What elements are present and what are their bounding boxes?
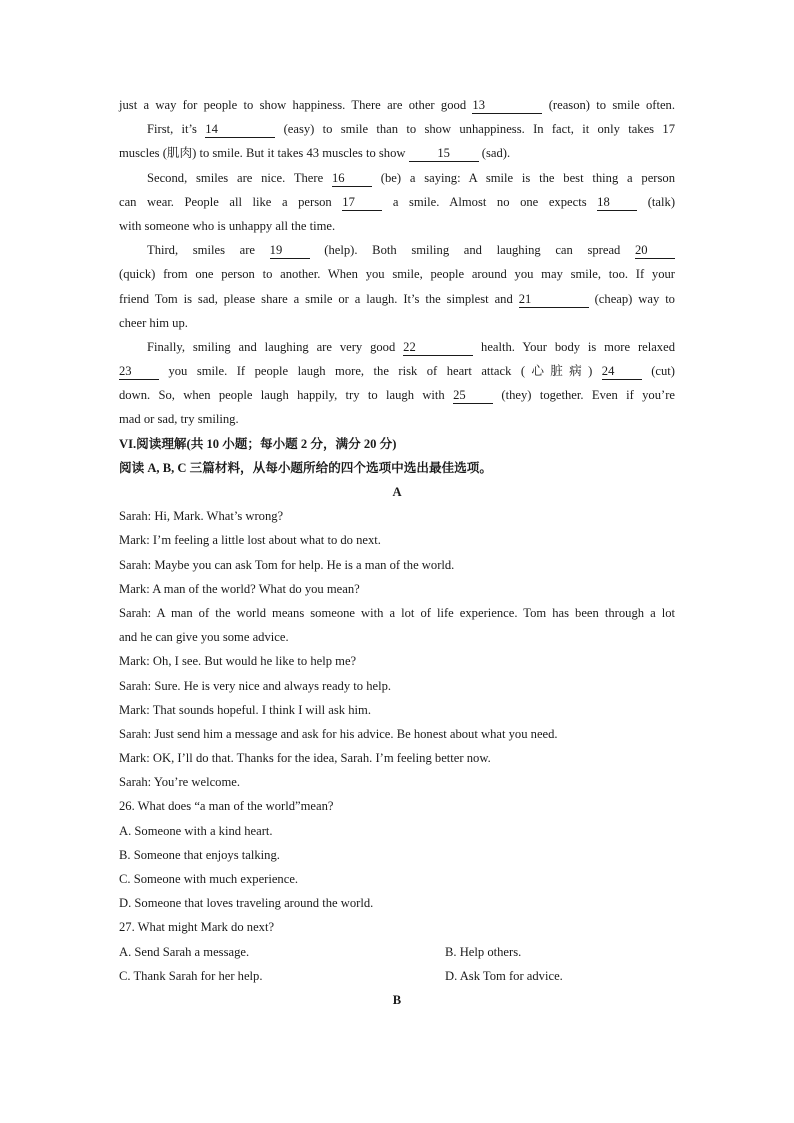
cloze-line-14: mad or sad, try smiling. (119, 412, 239, 427)
question-26-option-a[interactable]: A. Someone with a kind heart. (119, 823, 273, 838)
cloze-line-6: with someone who is unhappy all the time. (119, 218, 336, 233)
section-instruction: 阅读 A, B, C 三篇材料，从每小题所给的四个选项中选出最佳选项。 (119, 460, 492, 475)
question-27-option-b[interactable]: B. Help others. (445, 944, 522, 959)
dialogue-line: Sarah: Maybe you can ask Tom for help. He is a man of the world. (119, 557, 455, 572)
blank-19[interactable]: 19 (270, 243, 310, 259)
text: (reason) to smile often. (542, 98, 675, 112)
cloze-line-11 (119, 335, 675, 359)
cloze-line-2 (119, 117, 675, 141)
cloze-line-13 (119, 383, 675, 407)
blank-17[interactable]: 17 (342, 195, 382, 211)
dialogue-line: Mark: A man of the world? What do you mean? (119, 581, 360, 596)
text: (sad). (478, 146, 511, 161)
text: (easy) to smile than to show unhappiness. In fact, it only takes 17 (275, 122, 675, 137)
text: (cut) (641, 364, 676, 379)
dialogue-line: Sarah: Sure. He is very nice and always ready to help. (119, 678, 392, 693)
dialogue-line: Sarah: Just send him a message and ask for his advice. Be honest about what you need. (119, 726, 558, 741)
question-27-stem: 27. What might Mark do next? (119, 920, 275, 935)
text: down. So, when people laugh happily, try to laugh with (119, 388, 454, 403)
passage-label-a: A (392, 485, 402, 499)
question-27-option-c[interactable]: C. Thank Sarah for her help. (119, 968, 263, 983)
dialogue-line: Sarah: Hi, Mark. What’s wrong? (119, 509, 284, 524)
cloze-line-3 (119, 141, 675, 165)
text: (talk) (637, 194, 676, 209)
passage-label-b: B (392, 992, 402, 1007)
cloze-line-12 (119, 359, 675, 383)
question-27-options-row-2 (119, 964, 675, 988)
blank-18[interactable]: 18 (597, 195, 637, 211)
text: muscles (肌肉) to smile. But it takes 43 muscles to show (119, 146, 409, 161)
text: just a way for people to show happiness. There are other good (119, 98, 473, 112)
blank-13[interactable]: 13 (472, 98, 542, 114)
dialogue-line: and he can give you some advice. (119, 630, 289, 645)
text: can wear. People all like a person (119, 194, 343, 209)
question-27-option-d[interactable]: D. Ask Tom for advice. (445, 968, 563, 983)
cloze-line-9 (119, 287, 675, 311)
text: you smile. If people laugh more, the risk of heart attack (心脏病) (159, 364, 602, 379)
text: Third, smiles are (147, 243, 270, 258)
text: (be) a saying: A smile is the best thing a person (371, 170, 675, 185)
text: Finally, smiling and laughing are very good (147, 339, 404, 354)
question-26-option-c[interactable]: C. Someone with much experience. (119, 872, 299, 886)
question-27-option-a[interactable]: A. Send Sarah a message. (119, 944, 250, 959)
text: health. Your body is more relaxed (473, 339, 675, 354)
blank-16[interactable]: 16 (332, 171, 372, 187)
text: (they) together. Even if you’re (493, 388, 676, 403)
dialogue-line: Mark: I’m feeling a little lost about what to do next. (119, 533, 381, 548)
text: First, it’s (147, 122, 206, 137)
text: a smile. Almost no one expects (382, 194, 598, 209)
blank-20[interactable]: 20 (635, 243, 675, 259)
blank-15[interactable]: 15 (409, 146, 479, 162)
question-26-option-d[interactable]: D. Someone that loves traveling around the world. (119, 896, 374, 911)
question-26-stem: 26. What does “a man of the world”mean? (119, 799, 334, 814)
blank-24[interactable]: 24 (602, 364, 642, 380)
exam-page (119, 93, 675, 1012)
question-27-options-row-1 (119, 940, 675, 964)
dialogue-line: Mark: That sounds hopeful. I think I will ask him. (119, 702, 371, 717)
cloze-line-1 (119, 93, 675, 117)
text: (cheap) way to (588, 291, 675, 306)
text: (help). Both smiling and laughing can spread (309, 243, 635, 258)
cloze-line-4 (119, 166, 675, 190)
dialogue-line: Sarah: A man of the world means someone with a lot of life experience. Tom has been through a lot (119, 605, 675, 620)
blank-25[interactable]: 25 (453, 388, 493, 404)
cloze-line-8: (quick) from one person to another. When you smile, people around you may smile, too. If your (119, 267, 675, 282)
cloze-line-10: cheer him up. (119, 315, 188, 330)
text: Second, smiles are nice. There (147, 170, 332, 185)
blank-22[interactable]: 22 (403, 340, 473, 356)
blank-14[interactable]: 14 (205, 122, 275, 138)
text: friend Tom is sad, please share a smile or a laugh. It’s the simplest and (119, 291, 519, 306)
question-26-option-b[interactable]: B. Someone that enjoys talking. (119, 847, 280, 862)
dialogue-line: Sarah: You’re welcome. (119, 775, 241, 790)
cloze-line-5 (119, 190, 675, 214)
blank-23[interactable]: 23 (119, 364, 159, 380)
blank-21[interactable]: 21 (519, 292, 589, 308)
dialogue-line: Mark: Oh, I see. But would he like to help me? (119, 654, 357, 669)
section-heading: VI.阅读理解(共 10 小题；每小题 2 分，满分 20 分) (119, 436, 397, 451)
dialogue-line: Mark: OK, I’ll do that. Thanks for the idea, Sarah. I’m feeling better now. (119, 751, 491, 766)
cloze-line-7 (119, 238, 675, 262)
